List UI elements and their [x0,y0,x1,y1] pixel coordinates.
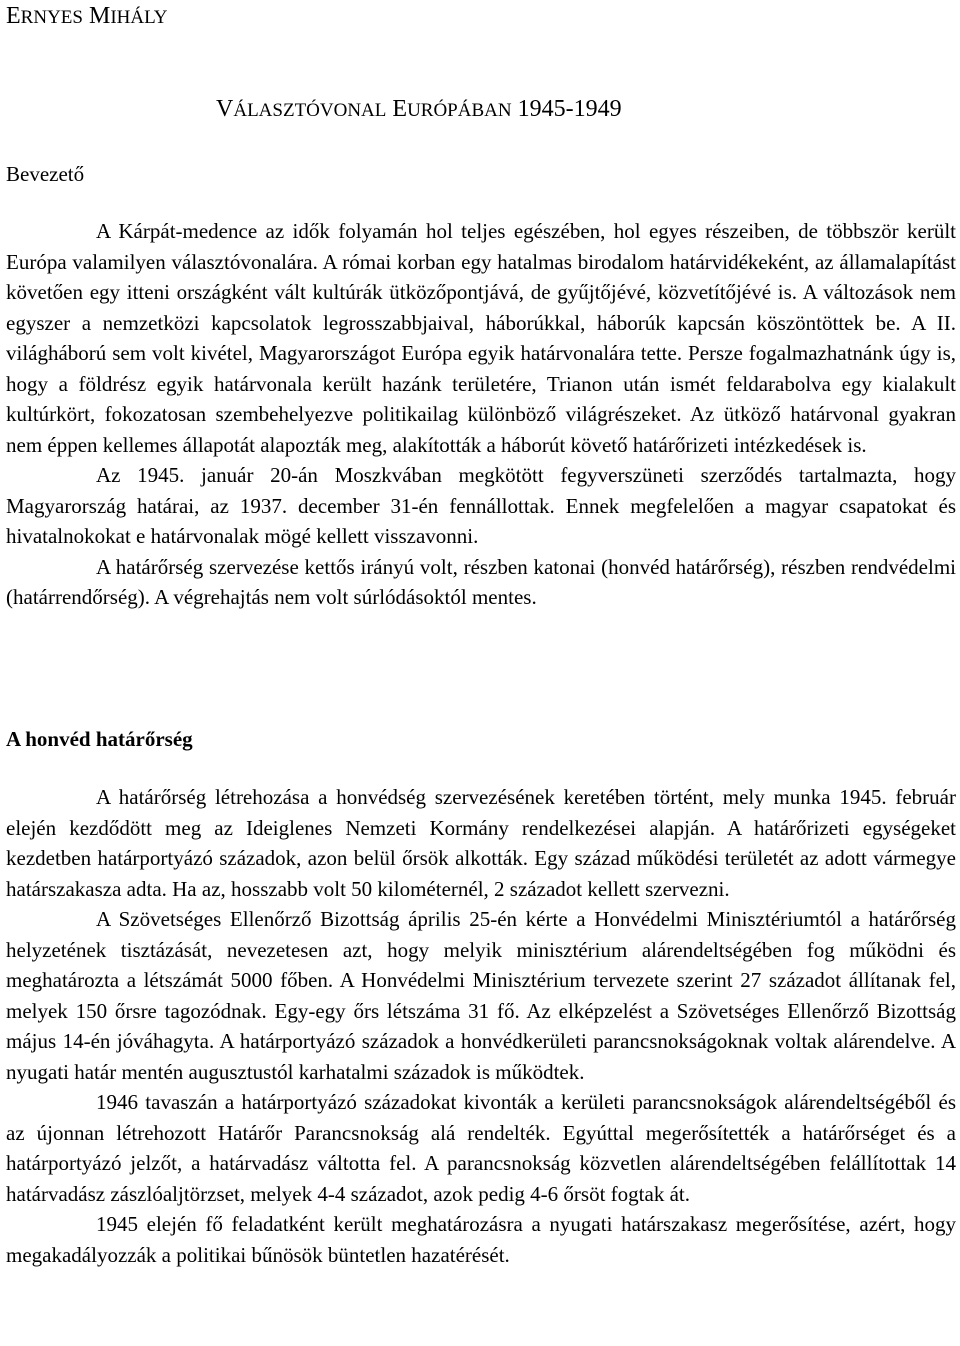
section-heading-intro: Bevezető [6,162,85,186]
paragraph: 1945 elején fő feladatként került meghatározásra a nyugati határszakasz megerősítése, azért, hogy megakadályozzák a politikai bűnösök büntetlen hazatérését. [6,1212,956,1267]
paragraph: A határőrség szervezése kettős irányú volt, részben katonai (honvéd határőrség), részben rendvédelmi (határrendőrség). A végrehajtás nem volt súrlódásoktól mentes. [6,554,956,609]
paragraph: Az 1945. január 20-án Moszkvában megkötött fegyverszüneti szerződés tartalmazta, hogy Magyarország határai, az 1937. december 31-én fennállottak. Ennek megfelelően a magyar csapatokat és hivatalnokokat e határvonalak mögé kellett visszavonni. [6,463,956,548]
paragraph: A határőrség létrehozása a honvédség szervezésének keretében történt, mely munka 1945. február elején kezdődött meg az Ideiglenes Nemzeti Kormány rendelkezései alapján. A határőrizeti egységeket kezdetben határportyázó századok, azon belül őrsök alkották. Egy század működési területét az adott vármegye határszakasza adta. Ha az, hosszabb volt 50 kilométernél, 2 századot kellett szervezni. [6,785,956,901]
author-name: ERNYES MIHÁLY [6,3,168,29]
paragraph: A Szövetséges Ellenőrző Bizottság április 25-én kérte a Honvédelmi Minisztériumtól a határőrség helyzetének tisztázását, nevezetesen azt, hogy melyik minisztérium alárendeltségében fog működni és meghatározta a létszámát 5000 főben. A Honvédelmi Minisztérium tervezete szerint 27 századot állítanak fel, melyek 150 őrsre tagozódnak. Egy-egy őrs létszáma 31 fő. Az elképzelést a Szövetséges Ellenőrző Bizottság május 14-én jóváhagyta. A határportyázó századok a honvédkerületi parancsnokságoknak voltak alárendelve. A nyugati határ mentén augusztustól karhatalmi századok is működtek. [6,907,956,1084]
paragraph: 1946 tavaszán a határportyázó századokat kivonták a kerületi parancsnokságok alárendeltségéből és az újonnan létrehozott Határőr Parancsnokság alá rendelték. Egyúttal megerősítették a határőrséget és a határportyázó jelzőt, a határvadász váltotta fel. A parancsnokság közvetlen alárendeltségében felállítottak 14 határvadász zászlóaljtörzset, melyek 4-4 századot, azok pedig 4-6 őrsöt fogtak át. [6,1090,956,1206]
intro-section-body [6,216,956,613]
section-heading-honved: A honvéd határőrség [6,727,193,751]
document-title: VÁLASZTÓVONAL EURÓPÁBAN 1945-1949 [216,96,622,122]
honved-section-body [6,782,956,1270]
paragraph: A Kárpát-medence az idők folyamán hol teljes egészében, hol egyes részeiben, de többször került Európa valamilyen választóvonalára. A római korban egy hatalmas birodalom határvidékeként, az államalapítást követően egy itteni országként vált kultúrák ütközőpontjává, de gyűjtőjévé, közvetítőjévé is. A változások nem egyszer a nemzetközi kapcsolatok legrosszabbjaival, háborúkkal, háborúk kapcsán köszöntöttek be. A II. világháború sem volt kivétel, Magyarországot Európa egyik határvonalára tette. Persze fogalmazhatnánk úgy is, hogy a földrész egyik határvonala került hazánk területére, Trianon után ismét feldarabolva egy kialakult kultúrkört, fokozatosan szembehelyezve politikailag különböző világrészeket. Az ütköző határvonal gyakran nem éppen kellemes állapotát alapozták meg, alakították a háborút követő határőrizeti intézkedések is. [6,219,956,457]
